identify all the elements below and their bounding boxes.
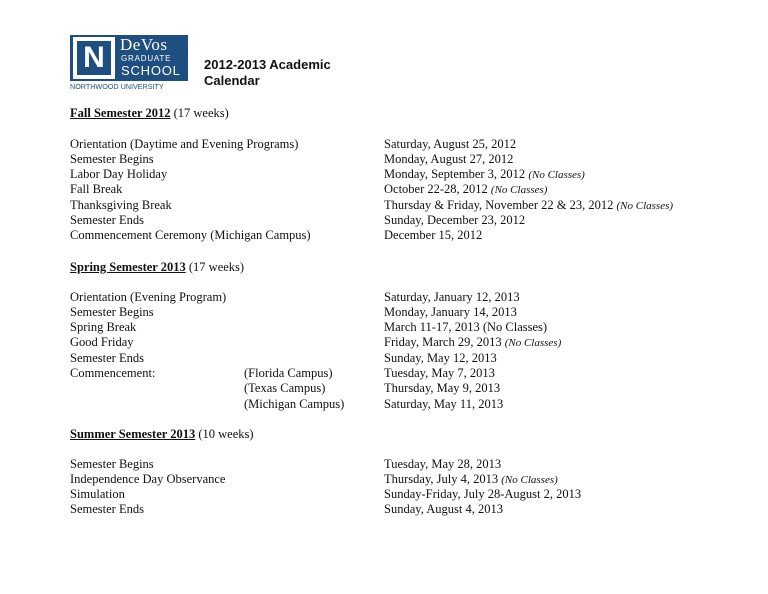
logo-university-text: NORTHWOOD UNIVERSITY <box>70 82 164 91</box>
fall-row-date <box>384 198 673 214</box>
spring-row-label: Good Friday <box>70 335 134 349</box>
fall-row-label: Fall Break <box>70 182 123 196</box>
fall-row-date <box>384 213 525 228</box>
fall-row-date <box>384 137 516 152</box>
spring-row-date-text: Saturday, May 11, 2013 <box>384 397 504 411</box>
spring-row-label: Semester Ends <box>70 351 144 365</box>
spring-row-date <box>384 335 561 351</box>
fall-row-date-text: Sunday, December 23, 2012 <box>384 213 526 227</box>
summer-row-label: Semester Ends <box>70 502 144 516</box>
fall-row-label: Orientation (Daytime and Evening Programs) <box>70 137 299 151</box>
spring-heading <box>70 260 244 275</box>
fall-row-date-text: Monday, September 3, 2012 <box>384 167 526 181</box>
fall-row-date <box>384 152 513 167</box>
spring-row-date <box>384 366 495 381</box>
no-classes-note: (No Classes) <box>504 337 562 349</box>
spring-heading-weeks: (17 weeks) <box>188 260 245 274</box>
spring-row-date-text: Friday, March 29, 2013 <box>384 335 502 349</box>
summer-row-date-text: Tuesday, May 28, 2013 <box>384 457 502 471</box>
fall-row-date <box>384 182 547 198</box>
spring-row-date-text: Thursday, May 9, 2013 <box>384 381 501 395</box>
spring-row-label: Spring Break <box>70 320 137 334</box>
spring-row-date <box>384 320 547 335</box>
no-classes-note: (No Classes) <box>616 200 674 212</box>
fall-row-label: Semester Begins <box>70 152 154 166</box>
spring-row-label: Orientation (Evening Program) <box>70 290 227 304</box>
summer-row-label: Simulation <box>70 487 125 501</box>
fall-row-date <box>384 167 585 183</box>
no-classes-note: (No Classes) <box>501 474 558 486</box>
spring-row-campus: (Michigan Campus) <box>244 397 345 411</box>
logo-n-box <box>73 37 115 79</box>
devos-logo <box>70 35 188 91</box>
spring-row-label: Commencement: <box>70 366 156 380</box>
fall-row-date-text: Saturday, August 25, 2012 <box>384 137 517 151</box>
summer-row-date <box>384 457 501 472</box>
fall-row-date-text: Thursday & Friday, November 22 & 23, 2012 <box>384 198 614 212</box>
spring-row-date-text: Sunday, May 12, 2013 <box>384 351 497 365</box>
logo-school-text: SCHOOL <box>121 63 181 78</box>
summer-heading <box>70 427 254 442</box>
spring-heading-title: Spring Semester 2013 <box>70 260 186 274</box>
spring-row-date <box>384 381 500 396</box>
spring-row-campus: (Florida Campus) <box>244 366 333 380</box>
spring-row-date-text: Saturday, January 12, 2013 <box>384 290 520 304</box>
fall-row-date-text: Monday, August 27, 2012 <box>384 152 514 166</box>
summer-row-date-text: Sunday, August 4, 2013 <box>384 502 503 516</box>
summer-heading-title: Summer Semester 2013 <box>70 427 196 441</box>
summer-row-label: Independence Day Observance <box>70 472 226 486</box>
spring-row-date-text: Tuesday, May 7, 2013 <box>384 366 495 380</box>
summer-row-date <box>384 472 558 488</box>
fall-row-label: Semester Ends <box>70 213 144 227</box>
summer-heading-weeks: (10 weeks) <box>198 427 254 441</box>
spring-row-date-text: Monday, January 14, 2013 <box>384 305 517 319</box>
logo-graduate-text: GRADUATE <box>121 54 172 63</box>
fall-row-label: Labor Day Holiday <box>70 167 168 181</box>
fall-heading <box>70 106 229 121</box>
spring-row-date-text: March 11-17, 2013 (No Classes) <box>384 320 548 334</box>
logo-banner <box>70 35 188 81</box>
spring-row-date <box>384 351 497 366</box>
spring-row-campus: (Texas Campus) <box>244 381 326 395</box>
logo-n-letter: N <box>77 41 111 75</box>
spring-row-date <box>384 305 517 320</box>
no-classes-note: (No Classes) <box>490 184 548 196</box>
fall-heading-title: Fall Semester 2012 <box>70 106 171 120</box>
summer-row-date-text: Thursday, July 4, 2013 <box>384 472 499 486</box>
no-classes-note: (No Classes) <box>528 169 585 181</box>
page-title: 2012-2013 Academic Calendar <box>204 57 331 88</box>
spring-row-label: Semester Begins <box>70 305 154 319</box>
summer-row-date <box>384 502 503 517</box>
summer-row-date <box>384 487 581 502</box>
fall-row-label: Thanksgiving Break <box>70 198 172 212</box>
spring-row-date <box>384 290 520 305</box>
spring-row-date <box>384 397 503 412</box>
fall-row-date-text: October 22-28, 2012 <box>384 182 488 196</box>
fall-heading-weeks: (17 weeks) <box>173 106 229 120</box>
logo-devos-text: DeVos <box>120 35 168 54</box>
fall-row-date <box>384 228 482 243</box>
fall-row-date-text: December 15, 2012 <box>384 228 483 242</box>
fall-row-label: Commencement Ceremony (Michigan Campus) <box>70 228 311 242</box>
summer-row-label: Semester Begins <box>70 457 154 471</box>
summer-row-date-text: Sunday-Friday, July 28-August 2, 2013 <box>384 487 582 501</box>
